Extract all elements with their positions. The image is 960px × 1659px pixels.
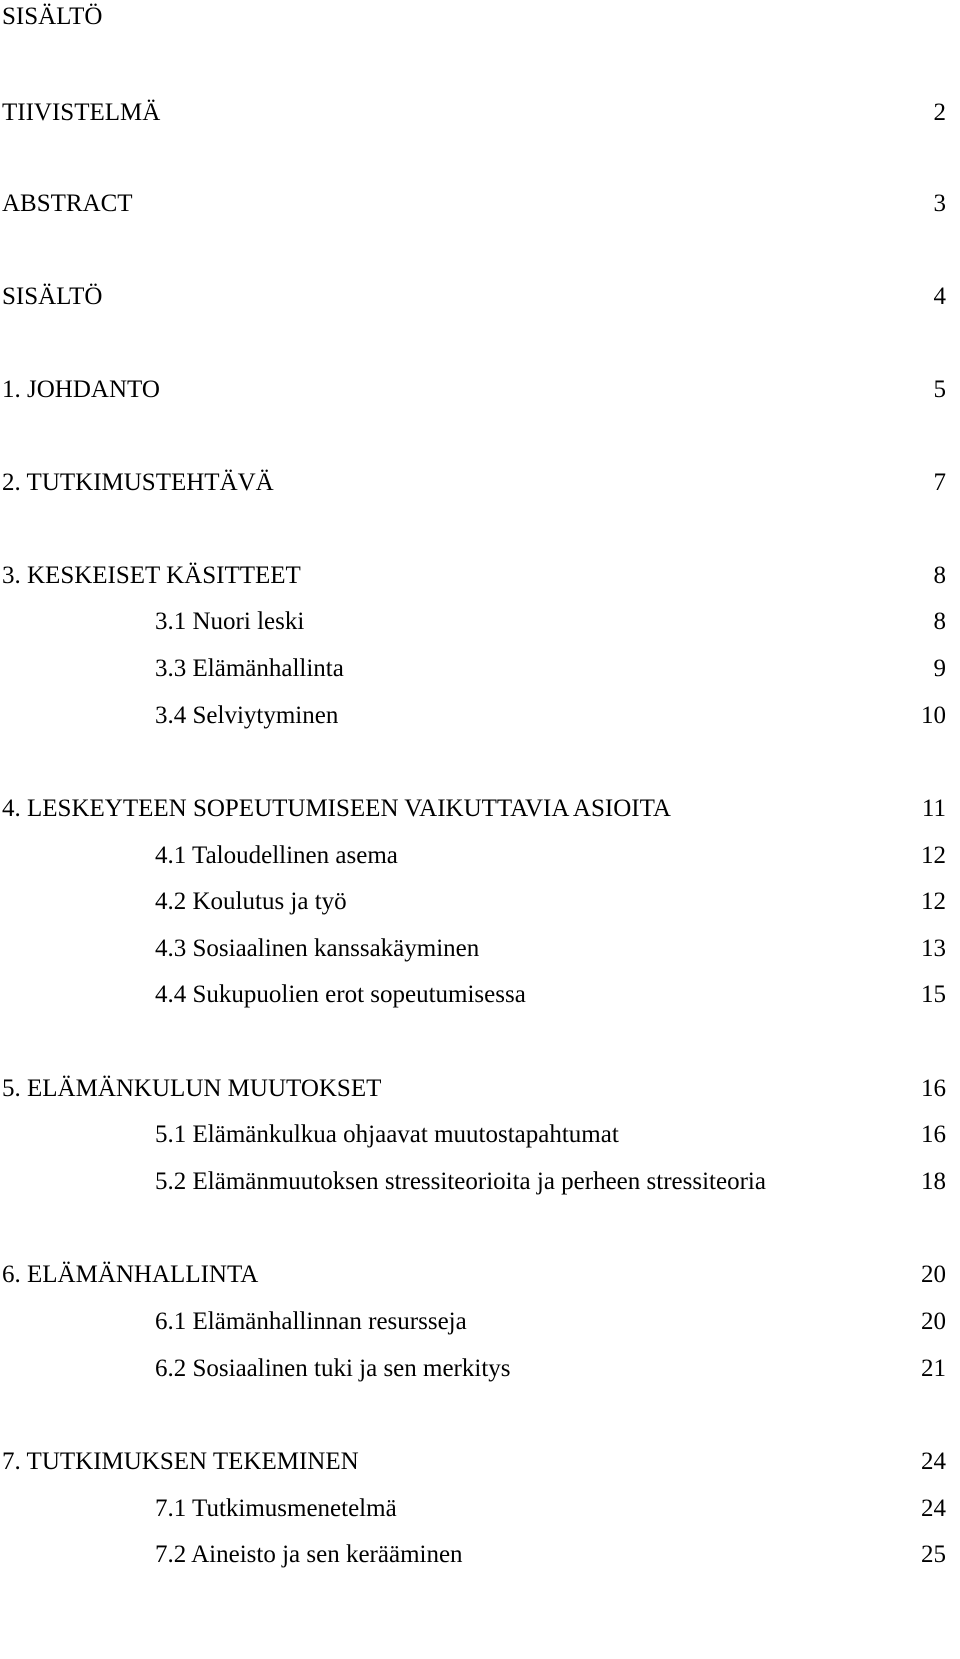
toc-entry-section-4-3[interactable] — [0, 934, 960, 964]
toc-entry-label: TIIVISTELMÄ — [2, 99, 161, 126]
toc-entry-section-6-2[interactable] — [0, 1354, 960, 1384]
toc-entry-page: 12 — [921, 888, 946, 915]
toc-entry-label: 6.1 Elämänhallinnan resursseja — [155, 1308, 467, 1335]
toc-entry-chapter-6[interactable] — [0, 1260, 960, 1290]
toc-entry-page: 21 — [921, 1355, 946, 1382]
toc-entry-label: 4.3 Sosiaalinen kanssakäyminen — [155, 935, 480, 962]
toc-entry-label: 5. ELÄMÄNKULUN MUUTOKSET — [2, 1075, 382, 1102]
toc-entry-page: 11 — [921, 795, 946, 822]
toc-entry-label: 7. TUTKIMUKSEN TEKEMINEN — [2, 1448, 359, 1475]
toc-entry-label: SISÄLTÖ — [2, 283, 103, 310]
toc-entry-page: 8 — [933, 608, 946, 635]
toc-entry-page: 10 — [921, 702, 946, 729]
toc-entry-label: 1. JOHDANTO — [2, 376, 160, 403]
toc-entry-section-4-1[interactable] — [0, 841, 960, 871]
toc-entry-label: 3.3 Elämänhallinta — [155, 655, 344, 682]
toc-entry-page: 20 — [921, 1308, 946, 1335]
toc-entry-page: 16 — [921, 1121, 946, 1148]
toc-entry-tiivistelma[interactable] — [0, 98, 960, 128]
toc-entry-section-4-2[interactable] — [0, 887, 960, 917]
toc-entry-label: 7.1 Tutkimusmenetelmä — [155, 1495, 397, 1522]
toc-entry-sisalto[interactable] — [0, 282, 960, 312]
toc-entry-chapter-2[interactable] — [0, 468, 960, 498]
toc-entry-label: 6. ELÄMÄNHALLINTA — [2, 1261, 259, 1288]
toc-entry-section-5-1[interactable] — [0, 1120, 960, 1150]
toc-entry-abstract[interactable] — [0, 189, 960, 219]
toc-entry-chapter-1[interactable] — [0, 375, 960, 405]
toc-entry-page: 4 — [933, 283, 946, 310]
toc-entry-page: 5 — [933, 376, 946, 403]
toc-entry-label: 5.2 Elämänmuutoksen stressiteorioita ja perheen stressiteoria — [155, 1168, 766, 1195]
toc-entry-page: 25 — [921, 1541, 946, 1568]
toc-entry-label: 3. KESKEISET KÄSITTEET — [2, 562, 301, 589]
toc-entry-label: 4.2 Koulutus ja työ — [155, 888, 347, 915]
page-title: SISÄLTÖ — [2, 3, 103, 30]
toc-entry-page: 7 — [933, 469, 946, 496]
toc-entry-page: 9 — [933, 655, 946, 682]
toc-entry-chapter-5[interactable] — [0, 1074, 960, 1104]
toc-entry-label: 6.2 Sosiaalinen tuki ja sen merkitys — [155, 1355, 511, 1382]
toc-entry-section-3-3[interactable] — [0, 654, 960, 684]
toc-entry-page: 12 — [921, 842, 946, 869]
toc-entry-label: 4.1 Taloudellinen asema — [155, 842, 398, 869]
toc-entry-page: 2 — [933, 99, 946, 126]
toc-entry-label: 7.2 Aineisto ja sen kerääminen — [155, 1541, 463, 1568]
toc-entry-page: 15 — [921, 981, 946, 1008]
toc-entry-label: 4. LESKEYTEEN SOPEUTUMISEEN VAIKUTTAVIA ASIOITA — [2, 795, 671, 822]
toc-entry-section-3-4[interactable] — [0, 701, 960, 731]
toc-entry-section-5-2[interactable] — [0, 1167, 960, 1197]
toc-entry-page: 18 — [921, 1168, 946, 1195]
toc-entry-label: ABSTRACT — [2, 190, 133, 217]
toc-entry-section-3-1[interactable] — [0, 607, 960, 637]
toc-entry-chapter-3[interactable] — [0, 561, 960, 591]
toc-entry-page: 16 — [921, 1075, 946, 1102]
toc-entry-section-7-2[interactable] — [0, 1540, 960, 1570]
toc-entry-page: 24 — [921, 1448, 946, 1475]
toc-entry-section-4-4[interactable] — [0, 980, 960, 1010]
toc-entry-label: 3.4 Selviytyminen — [155, 702, 339, 729]
toc-entry-chapter-4[interactable] — [0, 794, 960, 824]
toc-entry-page: 13 — [921, 935, 946, 962]
toc-entry-label: 3.1 Nuori leski — [155, 608, 305, 635]
toc-entry-section-7-1[interactable] — [0, 1494, 960, 1524]
toc-entry-section-6-1[interactable] — [0, 1307, 960, 1337]
toc-entry-page: 20 — [921, 1261, 946, 1288]
toc-entry-page: 3 — [933, 190, 946, 217]
toc-entry-chapter-7[interactable] — [0, 1447, 960, 1477]
toc-entry-label: 4.4 Sukupuolien erot sopeutumisessa — [155, 981, 526, 1008]
toc-entry-label: 5.1 Elämänkulkua ohjaavat muutostapahtumat — [155, 1121, 619, 1148]
toc-entry-label: 2. TUTKIMUSTEHTÄVÄ — [2, 469, 274, 496]
toc-entry-page: 8 — [933, 562, 946, 589]
toc-entry-page: 24 — [921, 1495, 946, 1522]
